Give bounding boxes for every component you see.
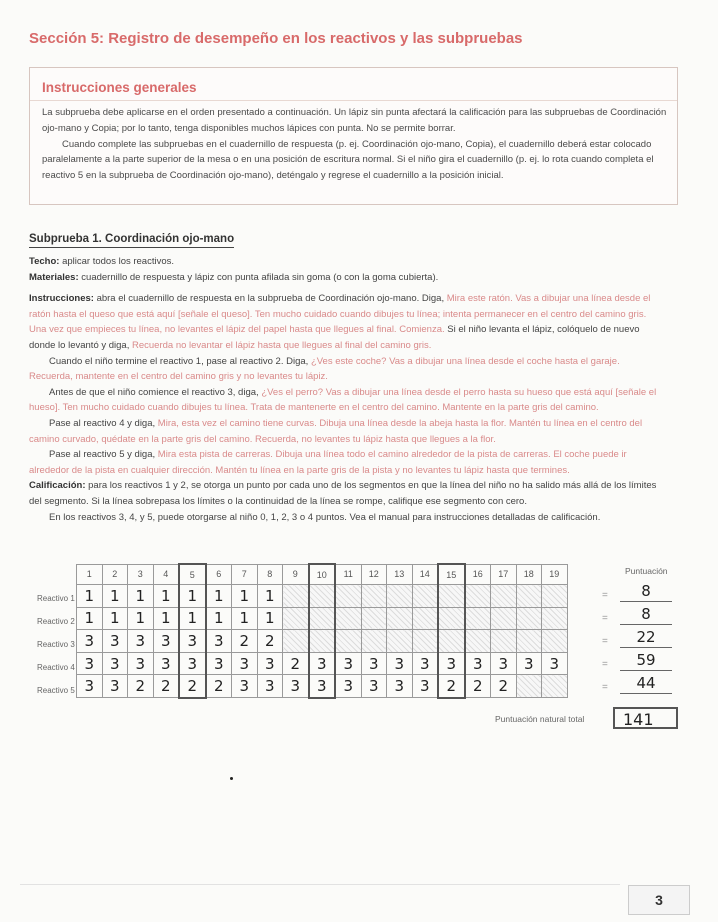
score-cell: 3 xyxy=(438,652,465,675)
score-cell: 2 xyxy=(465,675,491,698)
equals-sign: = xyxy=(602,659,608,670)
score-grid xyxy=(76,563,568,699)
unused-cell xyxy=(283,630,309,653)
table-row xyxy=(77,675,568,698)
instrucciones-paragraph xyxy=(29,291,661,353)
row-label-reactivo-3: Reactivo 3 xyxy=(37,640,75,649)
column-header: 10 xyxy=(309,564,336,585)
footer-divider xyxy=(20,884,620,885)
total-score-box: 141 xyxy=(613,707,678,729)
unused-cell xyxy=(542,585,568,608)
score-cell: 3 xyxy=(387,652,413,675)
r3-b: ¿Ves el perro? Vas a dibujar una línea desde el perro hasta su hueso que está aquí [señale el hueso]. Ten mucho cuidado cuando dibujes tu línea. Trata de mantenerte en el centro del camino. Mantente en la parte gris del camino. xyxy=(29,386,657,414)
materiales-line xyxy=(29,270,661,286)
score-cell: 1 xyxy=(102,607,128,630)
score-cell: 3 xyxy=(232,652,258,675)
score-cell: 2 xyxy=(232,630,258,653)
materiales-label: Materiales: xyxy=(29,271,79,283)
score-cell: 1 xyxy=(179,585,206,608)
column-header: 14 xyxy=(412,564,438,585)
score-cell: 3 xyxy=(361,652,387,675)
materiales-text: cuadernillo de respuesta y lápiz con punta afilada sin goma (o con la goma cubierta). xyxy=(81,271,439,283)
score-cell: 1 xyxy=(257,607,283,630)
column-header: 3 xyxy=(128,564,154,585)
column-header: 4 xyxy=(153,564,179,585)
score-cell: 1 xyxy=(153,585,179,608)
r5-a: Pase al reactivo 5 y diga, xyxy=(49,449,156,461)
score-cell: 3 xyxy=(542,652,568,675)
score-cell: 3 xyxy=(465,652,491,675)
score-cell: 1 xyxy=(102,585,128,608)
section-title: Sección 5: Registro de desempeño en los reactivos y las subpruebas xyxy=(29,30,523,47)
techo-label: Techo: xyxy=(29,256,60,267)
score-cell: 3 xyxy=(516,652,542,675)
r2-b: ¿Ves este coche? Vas a dibujar una línea desde el coche hasta el garaje. Recuerda, mantente en el centro del camino gris y no levantes tu lápiz. xyxy=(29,355,620,383)
score-cell: 3 xyxy=(232,675,258,698)
score-cell: 2 xyxy=(128,675,154,698)
column-header: 19 xyxy=(542,564,568,585)
reactivo-5-paragraph xyxy=(29,447,661,478)
techo-line xyxy=(29,254,661,270)
score-cell: 3 xyxy=(153,630,179,653)
r5-b: Mira esta pista de carreras. Dibuja una línea todo el camino alrededor de la pista de carreras. El coche puede ir alrededor de la pista en cualquier dirección. Mantén tu línea en la parte gris de la pista y no levantes tu lápiz hasta que termines. xyxy=(29,449,627,476)
unused-cell xyxy=(361,585,387,608)
score-cell: 3 xyxy=(491,652,517,675)
score-cell: 3 xyxy=(206,652,232,675)
score-cell: 1 xyxy=(153,607,179,630)
score-cell: 1 xyxy=(77,585,103,608)
row-label-reactivo-5: Reactivo 5 xyxy=(37,686,75,695)
score-cell: 3 xyxy=(309,675,336,698)
unused-cell xyxy=(412,585,438,608)
score-grid-header xyxy=(77,564,568,585)
column-header: 8 xyxy=(257,564,283,585)
instr-a: abra el cuadernillo de respuesta en la subprueba de Coordinación ojo-mano. Diga, xyxy=(96,293,445,305)
reactivo-3-paragraph xyxy=(29,385,661,416)
table-row xyxy=(77,630,568,653)
score-cell: 1 xyxy=(128,585,154,608)
equals-sign: = xyxy=(602,682,608,693)
instructions-divider xyxy=(30,100,677,101)
score-cell: 2 xyxy=(438,675,465,698)
unused-cell xyxy=(412,607,438,630)
score-cell: 1 xyxy=(77,607,103,630)
unused-cell xyxy=(309,607,336,630)
instr-c: Si el niño levanta el lápiz, colóquelo de nuevo donde lo levantó y diga, xyxy=(29,324,640,351)
total-label: Puntuación natural total xyxy=(495,714,585,724)
score-cell: 3 xyxy=(412,652,438,675)
score-cell: 1 xyxy=(206,607,232,630)
calif-text: para los reactivos 1 y 2, se otorga un punto por cada uno de los segmentos en que la línea del niño no ha salido más allá de los límites del segmento. Si la línea sobrepasa los límites o la continuidad de la línea se rompe, califique ese segmento con cero. xyxy=(29,480,657,507)
unused-cell xyxy=(516,630,542,653)
score-cell: 3 xyxy=(335,675,361,698)
score-cell: 2 xyxy=(179,675,206,698)
score-cell: 1 xyxy=(232,607,258,630)
reactivo-4-paragraph xyxy=(29,416,661,447)
r4-a: Pase al reactivo 4 y diga, xyxy=(49,417,156,429)
instrucciones-label: Instrucciones: xyxy=(29,293,94,305)
score-reactivo-3: 22 xyxy=(620,628,672,648)
general-instructions-box xyxy=(29,67,678,205)
unused-cell xyxy=(465,607,491,630)
unused-cell xyxy=(361,630,387,653)
unused-cell xyxy=(387,607,413,630)
score-cell: 3 xyxy=(387,675,413,698)
score-cell: 3 xyxy=(77,675,103,698)
instr-d: Recuerda no levantar el lápiz hasta que llegues al final del camino gris. xyxy=(132,339,432,351)
unused-cell xyxy=(361,607,387,630)
score-cell: 2 xyxy=(153,675,179,698)
unused-cell xyxy=(309,585,336,608)
unused-cell xyxy=(335,607,361,630)
score-cell xyxy=(542,675,568,698)
instr-b: Mira este ratón. Vas a dibujar una línea desde el ratón hasta el queso que está aquí [señale el queso]. Ten mucho cuidado cuando dibujes tu línea; intenta permanecer en el centro del camino gris. Una vez que empieces tu línea, no levantes el lápiz del papel hasta que llegues al final. Comienza. xyxy=(29,293,651,336)
subtest-title: Subprueba 1. Coordinación ojo-mano xyxy=(29,233,234,248)
unused-cell xyxy=(335,585,361,608)
unused-cell xyxy=(387,585,413,608)
column-header: 5 xyxy=(179,564,206,585)
equals-sign: = xyxy=(602,636,608,647)
unused-cell xyxy=(491,630,517,653)
score-cell: 3 xyxy=(128,652,154,675)
score-cell: 3 xyxy=(77,630,103,653)
score-grid-body xyxy=(77,585,568,698)
score-cell: 2 xyxy=(257,630,283,653)
score-reactivo-2: 8 xyxy=(620,605,672,625)
score-cell: 3 xyxy=(179,630,206,653)
score-cell xyxy=(516,675,542,698)
score-cell: 2 xyxy=(283,652,309,675)
unused-cell xyxy=(516,607,542,630)
column-header: 9 xyxy=(283,564,309,585)
unused-cell xyxy=(438,630,465,653)
r3-a: Antes de que el niño comience el reactivo 3, diga, xyxy=(49,386,259,398)
stray-mark xyxy=(230,777,233,780)
row-label-reactivo-2: Reactivo 2 xyxy=(37,617,75,626)
score-cell: 3 xyxy=(412,675,438,698)
score-cell: 3 xyxy=(128,630,154,653)
table-row xyxy=(77,585,568,608)
instructions-paragraph-1: La subprueba debe aplicarse en el orden presentado a continuación. Un lápiz sin punta afectará la calificación para las subpruebas de Coordinación ojo-mano y Copia; por lo tanto, tenga disponibles muchos lápices con punta. No se permite borrar. xyxy=(42,107,667,134)
unused-cell xyxy=(309,630,336,653)
score-cell: 1 xyxy=(179,607,206,630)
column-header: 7 xyxy=(232,564,258,585)
score-reactivo-4: 59 xyxy=(620,651,672,671)
column-header: 17 xyxy=(491,564,517,585)
score-cell: 3 xyxy=(361,675,387,698)
unused-cell xyxy=(438,607,465,630)
r4-b: Mira, esta vez el camino tiene curvas. Dibuja una línea desde la abeja hasta la flor. Mantén tu línea en el centro del camino curvado, quédate en la parte gris del camino. Recuerda, no levantes tu lápiz hasta que llegues a la flor. xyxy=(29,417,643,445)
score-reactivo-1: 8 xyxy=(620,582,672,602)
column-header: 2 xyxy=(102,564,128,585)
unused-cell xyxy=(542,630,568,653)
score-cell: 3 xyxy=(257,675,283,698)
column-header: 13 xyxy=(387,564,413,585)
score-cell: 3 xyxy=(257,652,283,675)
column-header: 15 xyxy=(438,564,465,585)
unused-cell xyxy=(438,585,465,608)
unused-cell xyxy=(491,585,517,608)
unused-cell xyxy=(412,630,438,653)
instructions-body xyxy=(42,105,670,184)
calificacion-paragraph-2: En los reactivos 3, 4, y 5, puede otorgarse al niño 0, 1, 2, 3 o 4 puntos. Vea el manual para instrucciones detalladas de calificación. xyxy=(49,511,601,523)
score-cell: 3 xyxy=(335,652,361,675)
table-row xyxy=(77,652,568,675)
r2-a: Cuando el niño termine el reactivo 1, pase al reactivo 2. Diga, xyxy=(49,355,309,367)
score-cell: 3 xyxy=(206,630,232,653)
subtest-content xyxy=(29,254,661,525)
row-label-reactivo-4: Reactivo 4 xyxy=(37,663,75,672)
score-cell: 3 xyxy=(179,652,206,675)
techo-text: aplicar todos los reactivos. xyxy=(62,256,175,267)
score-cell: 3 xyxy=(77,652,103,675)
score-cell: 1 xyxy=(257,585,283,608)
score-cell: 3 xyxy=(153,652,179,675)
equals-sign: = xyxy=(602,613,608,624)
column-header: 18 xyxy=(516,564,542,585)
instructions-heading: Instrucciones generales xyxy=(42,80,197,95)
equals-sign: = xyxy=(602,590,608,601)
score-cell: 3 xyxy=(102,675,128,698)
column-header: 6 xyxy=(206,564,232,585)
unused-cell xyxy=(516,585,542,608)
table-row xyxy=(77,607,568,630)
unused-cell xyxy=(465,585,491,608)
score-cell: 3 xyxy=(102,630,128,653)
unused-cell xyxy=(465,630,491,653)
unused-cell xyxy=(491,607,517,630)
calificacion-paragraph xyxy=(29,478,661,509)
reactivo-2-paragraph xyxy=(29,354,661,385)
score-cell: 3 xyxy=(283,675,309,698)
page-number: 3 xyxy=(628,885,690,915)
score-cell: 1 xyxy=(128,607,154,630)
row-label-reactivo-1: Reactivo 1 xyxy=(37,594,75,603)
column-header: 12 xyxy=(361,564,387,585)
unused-cell xyxy=(542,607,568,630)
score-cell: 3 xyxy=(102,652,128,675)
score-cell: 1 xyxy=(232,585,258,608)
calificacion-label: Calificación: xyxy=(29,480,86,492)
unused-cell xyxy=(335,630,361,653)
unused-cell xyxy=(283,607,309,630)
column-header: 1 xyxy=(77,564,103,585)
puntuacion-header: Puntuación xyxy=(625,566,668,576)
unused-cell xyxy=(387,630,413,653)
unused-cell xyxy=(283,585,309,608)
score-reactivo-5: 44 xyxy=(620,674,672,694)
column-header: 16 xyxy=(465,564,491,585)
score-cell: 2 xyxy=(491,675,517,698)
instructions-paragraph-2: Cuando complete las subpruebas en el cuadernillo de respuesta (p. ej. Coordinación ojo-mano, Copia), el cuadernillo deberá estar colocado paralelamente a la parte superior de la mesa o en una posición de escritura normal. Si el niño gira el cuadernillo (p. ej. lo rota cuando completa el reactivo 5 en la subprueba de Coordinación ojo-mano), deténgalo y regrese el cuadernillo a la posición inicial. xyxy=(42,138,654,182)
score-cell: 3 xyxy=(309,652,336,675)
column-header: 11 xyxy=(335,564,361,585)
score-cell: 1 xyxy=(206,585,232,608)
score-cell: 2 xyxy=(206,675,232,698)
